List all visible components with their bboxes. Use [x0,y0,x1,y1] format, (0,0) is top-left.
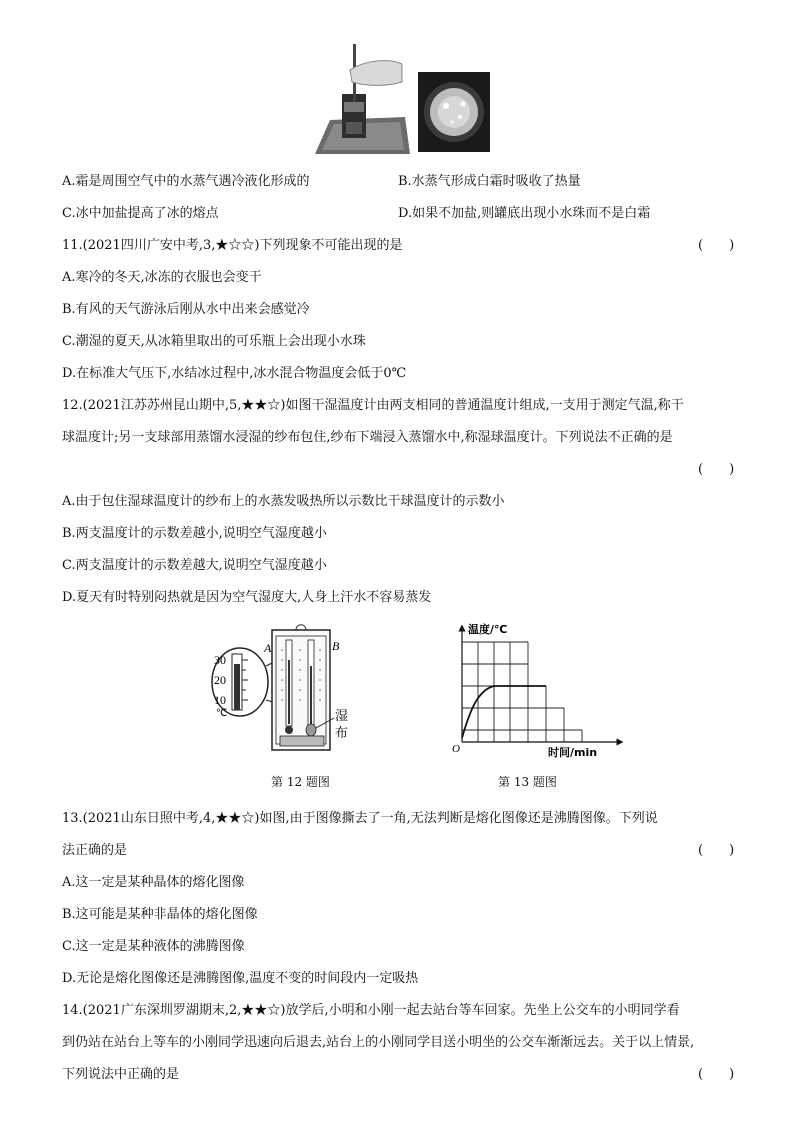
q10-option-c: C.冰中加盐提高了冰的熔点 [62,206,219,221]
fig13-ylabel: 温度/℃ [468,623,508,636]
q10-option-d: D.如果不加盐,则罐底出现小水珠而不是白霜 [398,206,651,221]
fig12-tick-20: 20 [214,673,226,687]
fig12-label-b: B [332,639,340,653]
q11-option-d: D.在标准大气压下,水结冰过程中,冰水混合物温度会低于0℃ [62,366,407,381]
q14-stem-line3: 下列说法中正确的是 [62,1067,180,1082]
q13-option-d: D.无论是熔化图像还是沸腾图像,温度不变的时间段内一定吸热 [62,971,419,986]
q11-answer-blank: ( ) [698,238,735,253]
q11-option-a: A.寒冷的冬天,冰冻的衣服也会变干 [62,270,262,285]
q12-answer-blank: ( ) [698,462,735,477]
q11-option-c: C.潮湿的夏天,从冰箱里取出的可乐瓶上会出现小水珠 [62,334,366,349]
fig12-label-a: A [264,641,272,655]
q12-option-c: C.两支温度计的示数差越大,说明空气湿度越小 [62,558,327,573]
q12-option-d: D.夏天有时特别闷热就是因为空气湿度大,人身上汗水不容易蒸发 [62,590,432,605]
fig12-tick-30: 30 [214,653,226,667]
q12-stem-line2: 球温度计;另一支球部用蒸馏水浸湿的纱布包住,纱布下端浸入蒸馏水中,称湿球温度计。下列说法不正确的是 [62,430,673,445]
q11-stem: 11.(2021四川广安中考,3,★☆☆)下列现象不可能出现的是 [62,238,403,253]
fig13-origin: O [452,743,460,755]
fig12-tick-10: 10 [214,693,226,707]
q11-option-b: B.有风的天气游泳后刚从水中出来会感觉冷 [62,302,310,317]
q13-option-a: A.这一定是某种晶体的熔化图像 [62,875,245,890]
q14-answer-blank: ( ) [698,1067,735,1082]
q12-option-a: A.由于包住湿球温度计的纱布上的水蒸发吸热所以示数比干球温度计的示数小 [62,494,505,509]
fig13-graph [448,620,628,760]
q13-answer-blank: ( ) [698,843,735,858]
fig13-xlabel: 时间/min [548,746,598,759]
fig12-caption: 第 12 题图 [271,775,330,789]
q10-option-b: B.水蒸气形成白霜时吸收了热量 [398,174,581,189]
q12-stem-line1: 12.(2021江苏苏州昆山期中,5,★★☆)如图干湿温度计由两支相同的普通温度计组成,一支用于测定气温,称干 [62,398,684,413]
fig12-unit: ℃ [216,708,228,719]
q10-photo-can [310,42,495,157]
q13-option-b: B.这可能是某种非晶体的熔化图像 [62,907,258,922]
q13-stem-line2: 法正确的是 [62,843,128,858]
q14-stem-line1: 14.(2021广东深圳罗湖期末,2,★★☆)放学后,小明和小刚一起去站台等车回家。先坐上公交车的小明同学看 [62,1003,680,1018]
fig12-wet-label-2: 布 [335,726,349,741]
q12-option-b: B.两支温度计的示数差越小,说明空气湿度越小 [62,526,327,541]
q10-option-a: A.霜是周围空气中的水蒸气遇冷液化形成的 [62,174,310,189]
q13-stem-line1: 13.(2021山东日照中考,4,★★☆)如图,由于图像撕去了一角,无法判断是熔化图像还是沸腾图像。下列说 [62,811,658,826]
fig12-wet-label-1: 湿 [335,709,349,724]
q13-option-c: C.这一定是某种液体的沸腾图像 [62,939,245,954]
fig12-hygrometer [210,620,370,760]
q10-figure [310,42,495,157]
fig13-caption: 第 13 题图 [498,775,557,789]
q14-stem-line2: 到仍站在站台上等车的小刚同学迅速向后退去,站台上的小刚同学目送小明坐的公交车渐渐远去。关于以上情景, [62,1035,695,1050]
